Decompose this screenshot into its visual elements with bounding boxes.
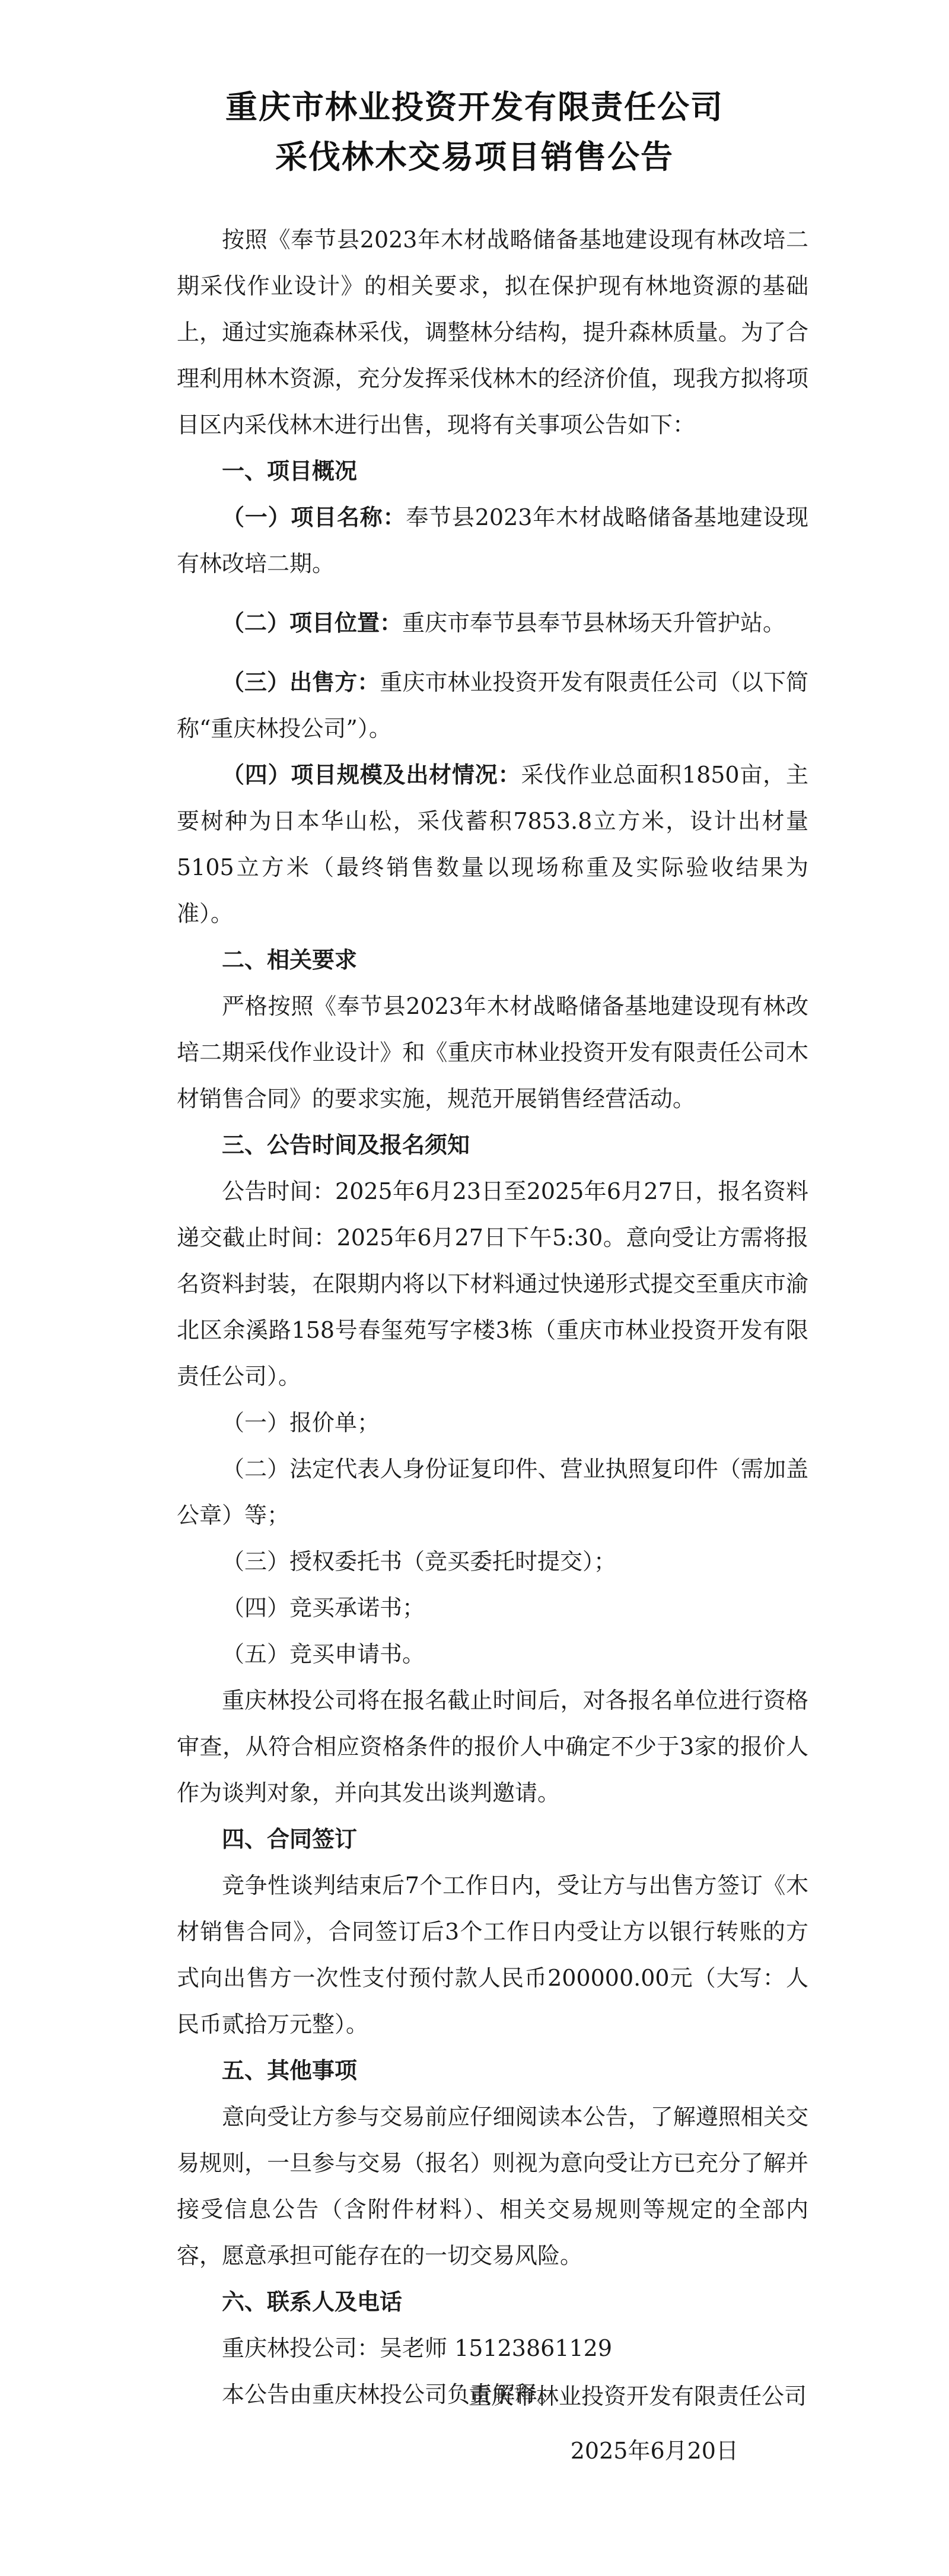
contact-line: 重庆林投公司：吴老师 15123861129 [222,2335,613,2361]
qualification-paragraph: 重庆林投公司将在报名截止时间后，对各报名单位进行资格审查，从符合相应资格条件的报价人中确定不少于3家的报价人作为谈判对象，并向其发出谈判邀请。 [177,1687,808,1806]
contract-paragraph: 竞争性谈判结束后7个工作日内，受让方与出售方签订《木材销售合同》，合同签订后3个工作日内受让方以银行转账的方式向出售方一次性支付预付款人民币200000.00元（大写：人民币贰拾万元整）。 [177,1872,808,2037]
overview-item-name [177,494,808,587]
document-title-line1: 重庆市林业投资开发有限责任公司 [225,88,724,126]
overview-item-location [177,600,808,646]
section-heading-contract: 四、合同签订 [222,1826,358,1852]
material-list-item: （三）授权委托书（竞买委托时提交）； [222,1548,617,1575]
item-label: （三）出售方： [222,669,380,695]
material-list-item: （四）竞买承诺书； [222,1595,425,1621]
section-heading-other: 五、其他事项 [222,2057,358,2084]
material-list-item: （二）法定代表人身份证复印件、营业执照复印件（需加盖公章）等； [177,1456,808,1528]
item-text: 奉节县2023年木材战略储备基地建设现有林改培二期。 [177,504,808,577]
item-label: （四）项目规模及出材情况： [222,762,521,788]
document-title-line2: 采伐林木交易项目销售公告 [275,138,674,176]
section-heading-requirements: 二、相关要求 [222,947,358,973]
item-label: （一）项目名称： [222,504,406,530]
intro-paragraph: 按照《奉节县2023年木材战略储备基地建设现有林改培二期采伐作业设计》的相关要求，拟在保护现有林地资源的基础上，通过实施森林采伐，调整林分结构，提升森林质量。为了合理利用林木资源，充分发挥采伐林木的经济价值，现我方拟将项目区内采伐林木进行出售，现将有关事项公告如下： [177,227,808,438]
signature-organization: 重庆市林业投资开发有限责任公司 [468,2383,807,2409]
other-paragraph: 意向受让方参与交易前应仔细阅读本公告，了解遵照相关交易规则，一旦参与交易（报名）则视为意向受让方已充分了解并接受信息公告（含附件材料）、相关交易规则等规定的全部内容，愿意承担可能存在的一切交易风险。 [177,2104,808,2269]
signature-date: 2025年6月20日 [570,2438,738,2464]
item-text: 重庆市林业投资开发有限责任公司（以下简称“重庆林投公司”）。 [177,669,808,742]
item-text: 采伐作业总面积1850亩，主要树种为日本华山松，采伐蓄积7853.8立方米，设计出材量5105立方米（最终销售数量以现场称重及实际验收结果为准）。 [177,762,808,927]
item-label: （二）项目位置： [222,610,403,636]
section-heading-overview: 一、项目概况 [222,458,358,484]
overview-item-scale [177,752,808,937]
section-heading-registration: 三、公告时间及报名须知 [222,1132,470,1158]
document-body [177,217,808,2418]
material-list-item: （一）报价单； [222,1410,380,1436]
material-list-item: （五）竞买申请书。 [222,1641,425,1667]
section-heading-contact: 六、联系人及电话 [222,2289,403,2315]
requirements-paragraph: 严格按照《奉节县2023年木材战略储备基地建设现有林改培二期采伐作业设计》和《重庆市林业投资开发有限责任公司木材销售合同》的要求实施，规范开展销售经营活动。 [177,993,808,1112]
registration-paragraph: 公告时间：2025年6月23日至2025年6月27日，报名资料递交截止时间：2025年6月27日下午5:30。意向受让方需将报名资料封装，在限期内将以下材料通过快递形式提交至重庆市渝北区余溪路158号春玺苑写字楼3栋（重庆市林业投资开发有限责任公司）。 [177,1178,808,1389]
interpretation-note: 本公告由重庆林投公司负责解释。 [222,2381,561,2408]
item-text: 重庆市奉节县奉节县林场天升管护站。 [402,610,786,636]
overview-item-seller [177,659,808,752]
